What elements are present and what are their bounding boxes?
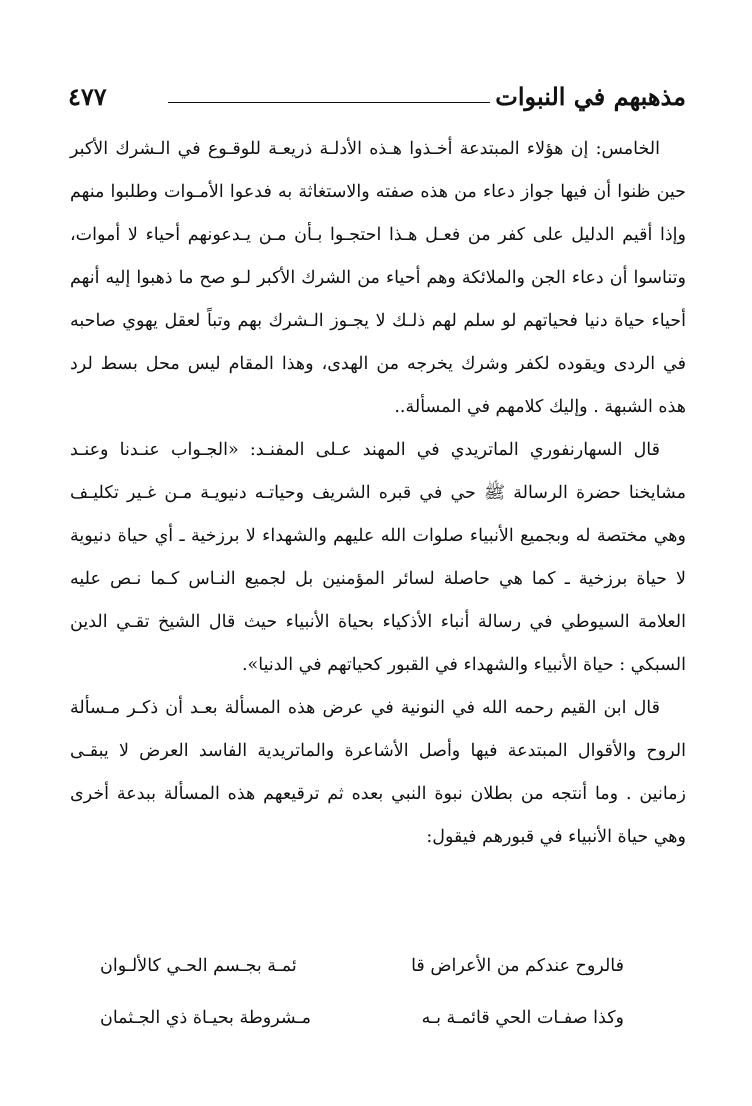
running-header: [68, 78, 686, 118]
verse-second-hemistich: ئمـة بجـسم الحـي كالألـوان: [100, 956, 297, 976]
paragraph-saharanfuri-quote: قال السهارنفوري الماتريدي في المهند عـلى المفنـد: «الجـواب عنـدنا وعنـد مشايخنا حضرة الرسالة ﷺ حي في قبره الشريف وحياتـه دنيويـة مـن غـير تكليـف وهي مختصة له وبجميع الأنبياء صلوات الله عليهم والشهداء لا برزخية ـ أي حياة دنيوية لا حياة برزخية ـ كما هي حاصلة لسائر المؤمنين بل لجميع النـاس كـما نـص عليه العلامة السيوطي في رسالة أنباء الأذكياء بحياة الأنبياء حيث قال الشيخ تقـي الدين السبكي : حياة الأنبياء والشهداء في القبور كحياتهم في الدنيا».: [70, 440, 686, 675]
poem-verses: [100, 946, 624, 1050]
header-title: مذهبهم في النبوات: [495, 82, 686, 111]
verse-line: [100, 946, 624, 998]
verse-second-hemistich: مـشروطة بحيـاة ذي الجـثمان: [100, 1008, 311, 1028]
paragraph-ibn-qayyim: قال ابن القيم رحمه الله في النونية في عرض هذه المسألة بعـد أن ذكـر مـسألة الروح والأقوال المبتدعة فيها وأصل الأشاعرة والماتريدية الفاسد العرض لا يبقـى زمانين . وما أنتجه من بطلان نبوة النبي بعده ثم ترقيعهم هذه المسألة ببدعة أخرى وهي حياة الأنبياء في قبورهم فيقول:: [70, 698, 686, 847]
paragraph-fifth-point: الخامس: إن هؤلاء المبتدعة أخـذوا هـذه الأدلـة ذريعـة للوقـوع في الـشرك الأكبر حين ظنوا أن فيها جواز دعاء من هذه صفته والاستغاثة به فدعوا الأمـوات وطلبوا منهم وإذا أقيم الدليل على كفر من فعـل هـذا احتجـوا بـأن مـن يـدعونهم أحياء لا أموات، وتناسوا أن دعاء الجن والملائكة وهم أحياء من الشرك الأكبر لـو صح ما ذهبوا إليه أنهم أحياء حياة دنيا فحياتهم لو سلم لهم ذلـك لا يجـوز الـشرك بهم وتباً لعقل يهوي صاحبه في الردى ويقوده لكفر وشرك يخرجه من الهدى، وهذا المقام ليس محل بسط لرد هذه الشبهة . وإليك كلامهم في المسألة..: [70, 139, 686, 417]
header-rule: [168, 102, 490, 103]
page-number: ٤٧٧: [68, 82, 107, 111]
verse-first-hemistich: فالروح عندكم من الأعراض قا: [411, 956, 624, 976]
verse-first-hemistich: وكذا صفـات الحي قائمـة بـه: [421, 1008, 624, 1028]
verse-line: [100, 998, 624, 1050]
body-text: [70, 128, 686, 859]
